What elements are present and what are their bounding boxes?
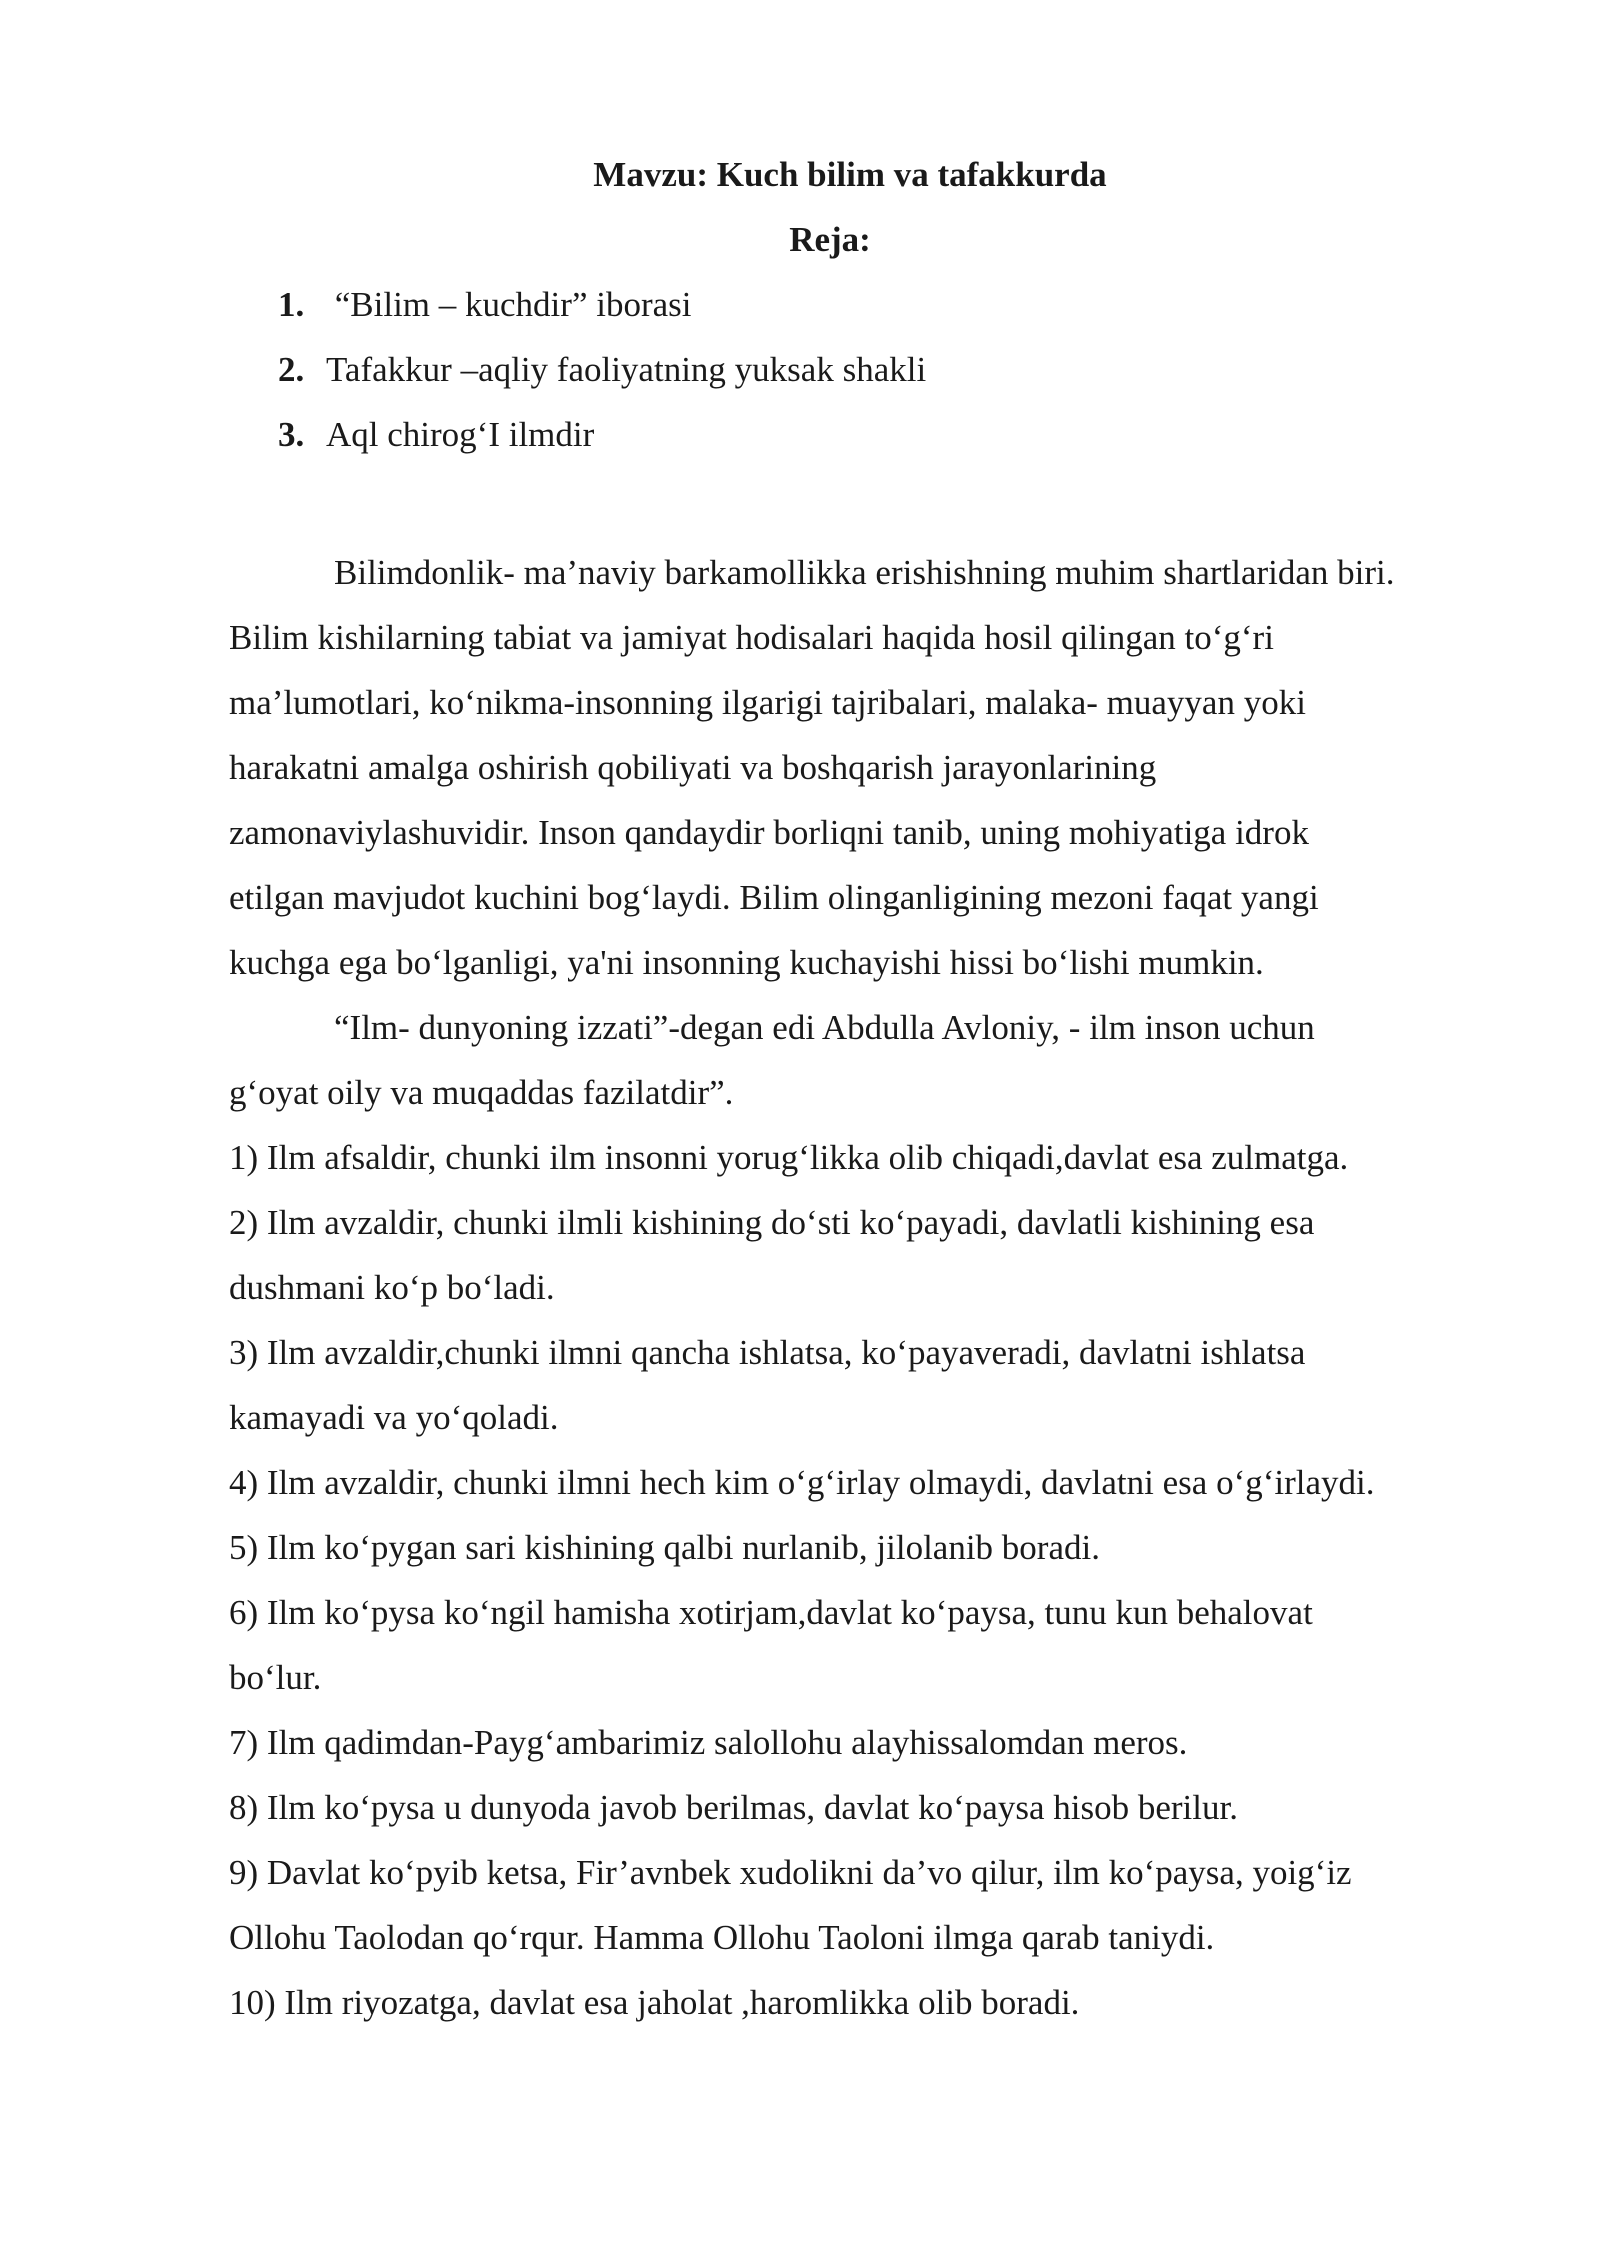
numbered-line: 4) Ilm avzaldir, chunki ilmni hech kim o‘g‘irlay olmaydi, davlatni esa o‘g‘irlaydi. [229, 1463, 1375, 1502]
numbered-line: 7) Ilm qadimdan-Payg‘ambarimiz salollohu alayhissalomdan meros. [229, 1723, 1188, 1762]
quote-line: “Ilm- dunyoning izzati”-degan edi Abdulla Avloniy, - ilm inson uchun [334, 1008, 1315, 1047]
quote-line: g‘oyat oily va muqaddas fazilatdir”. [229, 1073, 734, 1112]
numbered-line: 3) Ilm avzaldir,chunki ilmni qancha ishlatsa, ko‘payaveradi, davlatni ishlatsa [229, 1333, 1306, 1372]
numbered-line: 10) Ilm riyozatga, davlat esa jaholat ,haromlikka olib boradi. [229, 1983, 1080, 2022]
numbered-line: 9) Davlat ko‘pyib ketsa, Fir’avnbek xudolikni da’vo qilur, ilm ko‘paysa, yoig‘iz [229, 1853, 1352, 1892]
plan-item-number: 1. [278, 285, 305, 324]
plan-item-text: “Bilim – kuchdir” iborasi [326, 285, 692, 324]
plan-heading: Reja: [789, 220, 871, 259]
document-body [229, 540, 1489, 2035]
plan-item [278, 350, 926, 415]
numbered-line: dushmani ko‘p bo‘ladi. [229, 1268, 555, 1307]
plan-list [278, 285, 926, 480]
paragraph-line: harakatni amalga oshirish qobiliyati va boshqarish jarayonlarining [229, 748, 1157, 787]
numbered-line: 6) Ilm ko‘pysa ko‘ngil hamisha xotirjam,davlat ko‘paysa, tunu kun behalovat [229, 1593, 1313, 1632]
plan-item-number: 3. [278, 415, 305, 454]
numbered-line: 2) Ilm avzaldir, chunki ilmli kishining do‘sti ko‘payadi, davlatli kishining esa [229, 1203, 1315, 1242]
plan-item [278, 285, 926, 350]
numbered-line: 1) Ilm afsaldir, chunki ilm insonni yorug‘likka olib chiqadi,davlat esa zulmatga. [229, 1138, 1349, 1177]
paragraph-line: Bilimdonlik- ma’naviy barkamollikka erishishning muhim shartlaridan biri. [334, 553, 1395, 592]
plan-item-text: Tafakkur –aqliy faoliyatning yuksak shakli [326, 350, 927, 389]
numbered-line: kamayadi va yo‘qoladi. [229, 1398, 559, 1437]
numbered-line: bo‘lur. [229, 1658, 322, 1697]
document-title: Mavzu: Kuch bilim va tafakkurda [593, 155, 1107, 194]
numbered-line: 8) Ilm ko‘pysa u dunyoda javob berilmas, davlat ko‘paysa hisob berilur. [229, 1788, 1238, 1827]
plan-item-text: Aql chirog‘I ilmdir [326, 415, 595, 454]
paragraph-line: kuchga ega bo‘lganligi, ya'ni insonning kuchayishi hissi bo‘lishi mumkin. [229, 943, 1264, 982]
numbered-line: 5) Ilm ko‘pygan sari kishining qalbi nurlanib, jilolanib boradi. [229, 1528, 1100, 1567]
plan-item [278, 415, 926, 480]
paragraph-line: etilgan mavjudot kuchini bog‘laydi. Bilim olinganligining mezoni faqat yangi [229, 878, 1319, 917]
numbered-line: Ollohu Taolodan qo‘rqur. Hamma Ollohu Taoloni ilmga qarab taniydi. [229, 1918, 1215, 1957]
paragraph-line: Bilim kishilarning tabiat va jamiyat hodisalari haqida hosil qilingan to‘g‘ri [229, 618, 1274, 657]
paragraph-line: ma’lumotlari, ko‘nikma-insonning ilgarigi tajribalari, malaka- muayyan yoki [229, 683, 1306, 722]
plan-item-number: 2. [278, 350, 305, 389]
paragraph-line: zamonaviylashuvidir. Inson qandaydir borliqni tanib, uning mohiyatiga idrok [229, 813, 1309, 852]
